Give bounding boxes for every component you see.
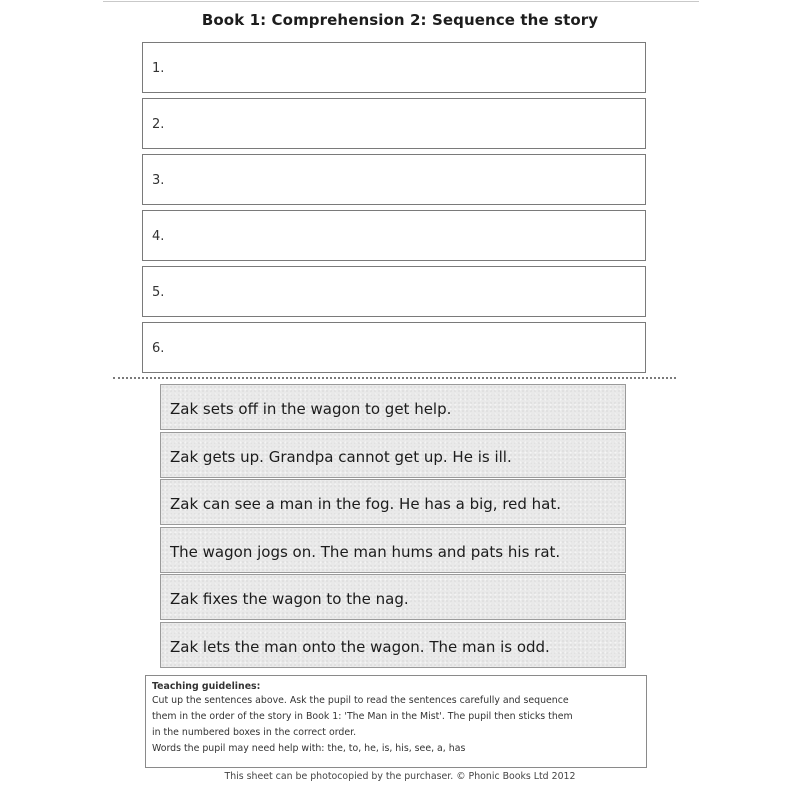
sentence-strip	[160, 574, 626, 620]
sentence-strip	[160, 527, 626, 573]
answer-box-number: 3.	[152, 173, 165, 188]
dotted-cut-line	[113, 377, 676, 379]
answer-box-1	[142, 42, 646, 93]
sentence-text: The wagon jogs on. The man hums and pats his rat.	[170, 542, 561, 561]
sentence-text: Zak sets off in the wagon to get help.	[170, 400, 452, 418]
sentence-strip	[160, 622, 626, 668]
sentence-strip	[160, 432, 626, 478]
answer-box-5	[142, 266, 646, 317]
teaching-guidelines-box	[145, 675, 647, 768]
sentence-text: Zak fixes the wagon to the nag.	[170, 590, 409, 609]
sentence-text: Zak gets up. Grandpa cannot get up. He is ill.	[170, 447, 512, 466]
answer-box-2	[142, 98, 646, 149]
top-rule	[103, 1, 699, 2]
answer-box-number: 4.	[152, 229, 165, 244]
teaching-guidelines-heading: Teaching guidelines:	[152, 681, 261, 692]
sentence-strip	[160, 384, 626, 430]
teaching-guidelines-line: Cut up the sentences above. Ask the pupil to read the sentences carefully and sequence	[152, 695, 569, 706]
sentence-text: Zak can see a man in the fog. He has a big, red hat.	[170, 495, 562, 514]
page-title: Book 1: Comprehension 2: Sequence the story	[201, 11, 599, 29]
sentence-strips	[160, 384, 626, 670]
answer-box-number: 5.	[152, 285, 165, 300]
teaching-guidelines-line: Words the pupil may need help with: the, to, he, is, his, see, a, has	[152, 743, 466, 754]
teaching-guidelines-line: them in the order of the story in Book 1: 'The Man in the Mist'. The pupil then sticks them	[152, 711, 573, 722]
answer-box-3	[142, 154, 646, 205]
answer-boxes	[142, 42, 646, 378]
sentence-strip	[160, 479, 626, 525]
sentence-text: Zak lets the man onto the wagon. The man is odd.	[170, 637, 550, 656]
answer-box-4	[142, 210, 646, 261]
answer-box-6	[142, 322, 646, 373]
answer-box-number: 6.	[152, 341, 165, 356]
answer-box-number: 2.	[152, 117, 165, 132]
answer-box-number: 1.	[152, 61, 165, 76]
copyright-footer: This sheet can be photocopied by the purchaser. © Phonic Books Ltd 2012	[224, 771, 576, 782]
teaching-guidelines-line: in the numbered boxes in the correct order.	[152, 727, 357, 738]
